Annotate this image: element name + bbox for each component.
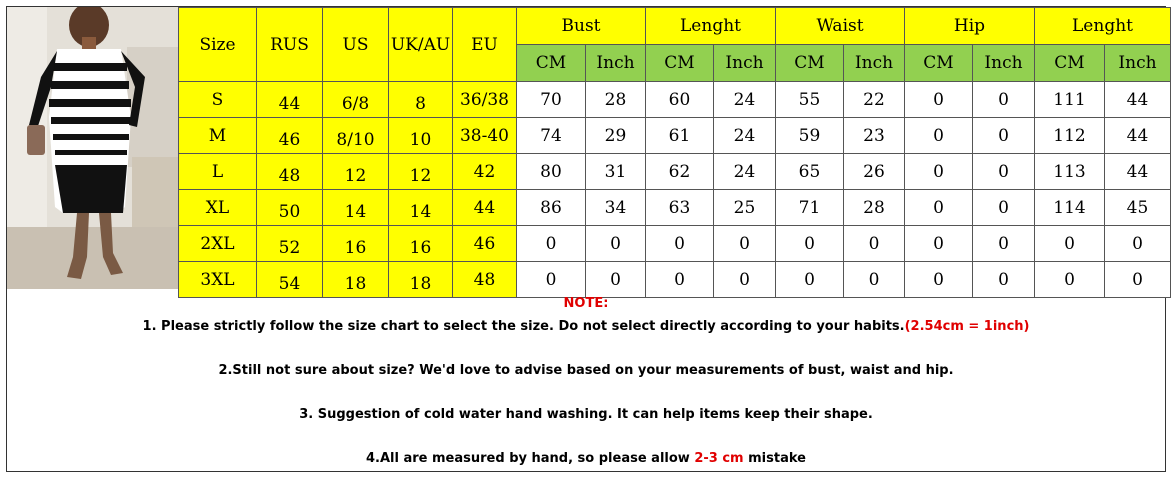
measure-cell <box>1105 82 1171 118</box>
measure-cell <box>776 82 844 118</box>
unit-header: CM <box>1035 45 1105 82</box>
us-cell-text: 16 <box>344 237 367 258</box>
measure-cell <box>646 190 714 226</box>
measure-cell-text: 60 <box>668 89 691 110</box>
header-group-length-2: Lenght <box>1035 8 1171 45</box>
size-cell <box>179 118 257 154</box>
size-cell-text: 3XL <box>200 269 235 290</box>
us-cell-text: 8/10 <box>336 129 375 150</box>
unit-header: CM <box>905 45 973 82</box>
measure-cell <box>586 190 646 226</box>
measure-cell <box>1035 82 1105 118</box>
measure-cell-text: 24 <box>733 89 756 110</box>
measure-cell <box>776 190 844 226</box>
rus-cell-text: 46 <box>278 129 301 150</box>
measure-cell <box>586 118 646 154</box>
measure-cell-text: 55 <box>798 89 821 110</box>
rus-cell <box>257 82 323 118</box>
note-line-1-conversion: (2.54cm = 1inch) <box>904 319 1030 334</box>
size-cell-text: L <box>211 161 224 182</box>
measure-cell <box>905 190 973 226</box>
header-group-hip: Hip <box>905 8 1035 45</box>
measure-cell-text: 28 <box>863 197 885 218</box>
note-line-1-text: 1. Please strictly follow the size chart to select the size. Do not select directly according to your habits. <box>142 319 905 334</box>
note-line-4 <box>7 451 1165 466</box>
us-cell-text: 12 <box>344 165 367 186</box>
measure-cell <box>714 154 776 190</box>
measure-cell-text: 63 <box>668 197 691 218</box>
measure-cell <box>776 226 844 262</box>
measure-cell-text: 34 <box>604 197 627 218</box>
measure-cell-text: 0 <box>933 197 944 218</box>
measure-cell <box>1035 118 1105 154</box>
measure-cell-text: 44 <box>1126 125 1149 146</box>
eu-cell-text: 36/38 <box>460 89 509 110</box>
ukau-cell-text: 18 <box>409 273 432 294</box>
measure-cell <box>905 154 973 190</box>
us-cell <box>323 82 389 118</box>
measure-cell <box>844 154 905 190</box>
measure-cell-text: 24 <box>733 161 756 182</box>
rus-cell-text: 48 <box>278 165 301 186</box>
measure-cell <box>714 226 776 262</box>
measure-cell-text: 0 <box>804 233 815 254</box>
header-group-length: Lenght <box>646 8 776 45</box>
eu-cell-text: 48 <box>473 269 496 290</box>
measure-cell-text: 86 <box>540 197 562 218</box>
measure-cell-text: 0 <box>933 89 944 110</box>
size-chart-table <box>178 7 1171 298</box>
eu-cell <box>453 190 517 226</box>
measure-cell-text: 0 <box>933 233 944 254</box>
measure-cell-text: 113 <box>1053 161 1086 182</box>
measure-cell <box>586 82 646 118</box>
rus-cell <box>257 154 323 190</box>
measure-cell-text: 25 <box>733 197 756 218</box>
us-cell <box>323 118 389 154</box>
unit-header: CM <box>776 45 844 82</box>
measure-cell-text: 0 <box>1064 233 1075 254</box>
rus-cell <box>257 190 323 226</box>
measure-cell-text: 0 <box>674 269 685 290</box>
measure-cell-text: 111 <box>1053 89 1086 110</box>
eu-cell <box>453 82 517 118</box>
us-cell-text: 18 <box>344 273 367 294</box>
eu-cell-text: 46 <box>473 233 496 254</box>
measure-cell <box>586 154 646 190</box>
measure-cell <box>973 226 1035 262</box>
unit-header: Inch <box>586 45 646 82</box>
size-cell <box>179 190 257 226</box>
note-line-1 <box>7 319 1165 334</box>
measure-cell-text: 22 <box>863 89 885 110</box>
ukau-cell-text: 12 <box>409 165 432 186</box>
measure-cell <box>844 190 905 226</box>
unit-header: Inch <box>844 45 905 82</box>
eu-cell-text: 44 <box>473 197 496 218</box>
measure-cell <box>517 226 586 262</box>
measure-cell-text: 0 <box>998 197 1009 218</box>
rus-cell-text: 44 <box>278 93 301 114</box>
measure-cell-text: 29 <box>604 125 627 146</box>
measure-cell-text: 0 <box>804 269 815 290</box>
measure-cell <box>517 118 586 154</box>
header-eu: EU <box>453 8 517 82</box>
measure-cell-text: 0 <box>610 269 621 290</box>
size-cell-text: 2XL <box>200 233 235 254</box>
table-row <box>179 226 1171 262</box>
measure-cell-text: 0 <box>933 269 944 290</box>
measure-cell-text: 0 <box>739 269 750 290</box>
measure-cell-text: 45 <box>1126 197 1149 218</box>
header-rus: RUS <box>257 8 323 82</box>
table-row <box>179 154 1171 190</box>
eu-cell-text: 38-40 <box>459 125 509 146</box>
measure-cell-text: 0 <box>1132 233 1143 254</box>
size-cell-text: S <box>211 89 224 110</box>
measure-cell <box>844 82 905 118</box>
measure-cell <box>905 82 973 118</box>
measure-cell <box>586 226 646 262</box>
unit-header: Inch <box>1105 45 1171 82</box>
measure-cell-text: 74 <box>540 125 562 146</box>
measure-cell-text: 59 <box>798 125 821 146</box>
measure-cell-text: 0 <box>998 161 1009 182</box>
measure-cell <box>1105 226 1171 262</box>
measure-cell <box>1035 154 1105 190</box>
note-line-4-text: 4.All are measured by hand, so please allow <box>366 451 695 466</box>
unit-header: Inch <box>714 45 776 82</box>
rus-cell-text: 50 <box>278 201 301 222</box>
measure-cell-text: 0 <box>545 269 557 290</box>
measure-cell <box>844 226 905 262</box>
measure-cell-text: 44 <box>1126 89 1149 110</box>
table-row <box>179 190 1171 226</box>
us-cell-text: 6/8 <box>341 93 370 114</box>
measure-cell <box>646 82 714 118</box>
measure-cell-text: 65 <box>798 161 821 182</box>
measure-cell-text: 0 <box>998 125 1009 146</box>
ukau-cell-text: 16 <box>409 237 432 258</box>
ukau-cell <box>389 190 453 226</box>
measure-cell-text: 114 <box>1053 197 1086 218</box>
measure-cell-text: 70 <box>540 89 562 110</box>
note-line-2: 2.Still not sure about size? We'd love to advise based on your measurements of bust, waist and hip. <box>218 363 954 378</box>
measure-cell <box>517 82 586 118</box>
header-ukau: UK/AU <box>389 8 453 82</box>
measure-cell-text: 0 <box>998 89 1009 110</box>
rus-cell <box>257 226 323 262</box>
measure-cell <box>517 154 586 190</box>
header-group-bust: Bust <box>517 8 646 45</box>
measure-cell-text: 23 <box>863 125 885 146</box>
unit-header: CM <box>517 45 586 82</box>
ukau-cell <box>389 118 453 154</box>
measure-cell-text: 0 <box>868 233 880 254</box>
eu-cell <box>453 226 517 262</box>
measure-cell <box>1035 226 1105 262</box>
measure-cell <box>714 82 776 118</box>
measure-cell-text: 31 <box>604 161 627 182</box>
measure-cell <box>844 118 905 154</box>
measure-cell <box>973 118 1035 154</box>
header-size: Size <box>179 8 257 82</box>
note-line-4-end: mistake <box>743 451 806 466</box>
measure-cell <box>714 118 776 154</box>
product-photo <box>7 7 178 289</box>
measure-cell-text: 0 <box>674 233 685 254</box>
header-us: US <box>323 8 389 82</box>
ukau-cell-text: 10 <box>409 129 432 150</box>
table-row <box>179 82 1171 118</box>
rus-cell-text: 52 <box>278 237 301 258</box>
rus-cell-text: 54 <box>278 273 301 294</box>
size-cell-text: M <box>208 125 227 146</box>
measure-cell <box>973 190 1035 226</box>
unit-header: Inch <box>973 45 1035 82</box>
measure-cell-text: 26 <box>863 161 885 182</box>
measure-cell <box>905 118 973 154</box>
measure-cell-text: 44 <box>1126 161 1149 182</box>
us-cell <box>323 226 389 262</box>
measure-cell <box>905 226 973 262</box>
header-group-waist: Waist <box>776 8 905 45</box>
ukau-cell-text: 8 <box>415 93 426 114</box>
ukau-cell <box>389 154 453 190</box>
eu-cell-text: 42 <box>473 161 496 182</box>
measure-cell <box>714 190 776 226</box>
ukau-cell <box>389 82 453 118</box>
measure-cell-text: 0 <box>739 233 750 254</box>
measure-cell <box>1105 118 1171 154</box>
measure-cell-text: 0 <box>545 233 557 254</box>
rus-cell <box>257 118 323 154</box>
eu-cell <box>453 154 517 190</box>
measure-cell-text: 0 <box>1064 269 1075 290</box>
measure-cell-text: 0 <box>998 269 1009 290</box>
measure-cell-text: 80 <box>540 161 562 182</box>
size-cell <box>179 226 257 262</box>
us-cell <box>323 154 389 190</box>
measure-cell-text: 0 <box>1132 269 1143 290</box>
measure-cell <box>776 154 844 190</box>
note-title: NOTE: <box>563 296 609 311</box>
size-cell <box>179 154 257 190</box>
eu-cell <box>453 118 517 154</box>
note-line-3: 3. Suggestion of cold water hand washing. It can help items keep their shape. <box>299 407 873 422</box>
measure-cell-text: 0 <box>610 233 621 254</box>
measure-cell <box>517 190 586 226</box>
size-cell-text: XL <box>205 197 230 218</box>
measure-cell-text: 28 <box>604 89 627 110</box>
measure-cell <box>1105 154 1171 190</box>
measure-cell-text: 62 <box>668 161 691 182</box>
striped-dress-photo-icon <box>7 7 178 289</box>
measure-cell-text: 0 <box>933 125 944 146</box>
measure-cell-text: 61 <box>668 125 691 146</box>
us-cell <box>323 190 389 226</box>
measure-cell <box>1105 190 1171 226</box>
table-row <box>179 118 1171 154</box>
ukau-cell <box>389 226 453 262</box>
measure-cell-text: 24 <box>733 125 756 146</box>
unit-header: CM <box>646 45 714 82</box>
measure-cell <box>776 118 844 154</box>
measure-cell-text: 71 <box>798 197 821 218</box>
notes-section <box>7 290 1165 471</box>
measure-cell-text: 0 <box>933 161 944 182</box>
measure-cell <box>646 118 714 154</box>
measure-cell <box>646 226 714 262</box>
size-cell <box>179 82 257 118</box>
measure-cell-text: 112 <box>1053 125 1086 146</box>
measure-cell-text: 0 <box>868 269 880 290</box>
measure-cell <box>973 154 1035 190</box>
measure-cell <box>1035 190 1105 226</box>
measure-cell <box>646 154 714 190</box>
measure-cell <box>973 82 1035 118</box>
ukau-cell-text: 14 <box>409 201 432 222</box>
note-line-4-tolerance: 2-3 cm <box>694 451 744 466</box>
us-cell-text: 14 <box>344 201 367 222</box>
measure-cell-text: 0 <box>998 233 1009 254</box>
